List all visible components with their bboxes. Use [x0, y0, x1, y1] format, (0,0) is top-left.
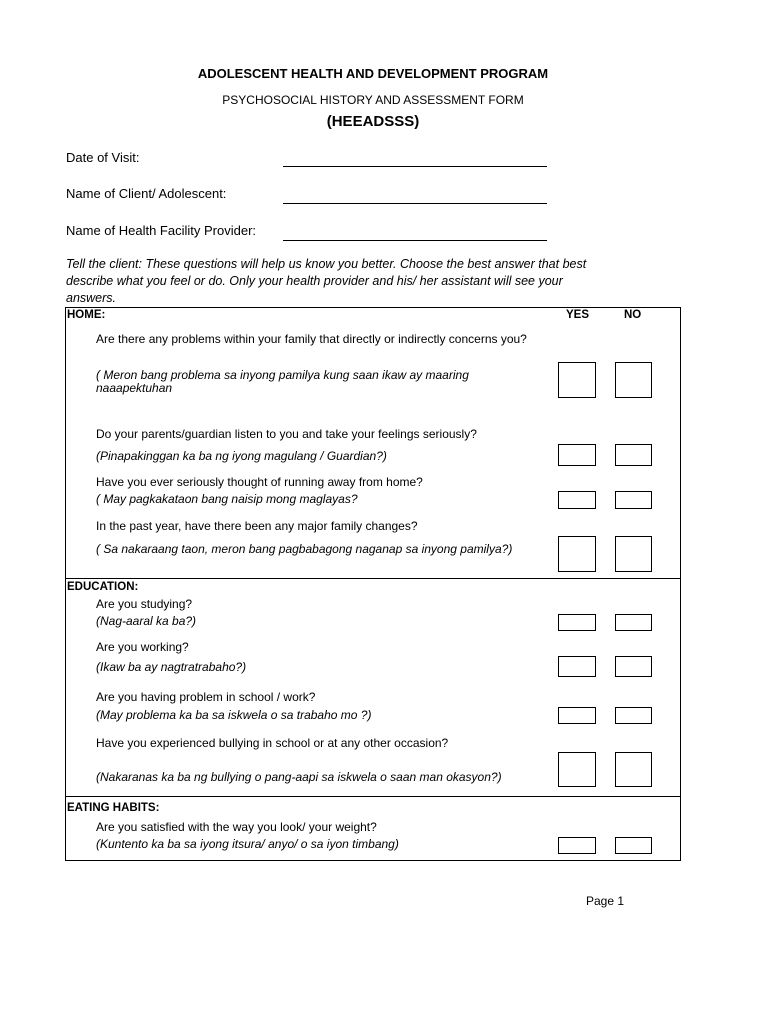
home-q2: Do your parents/guardian listen to you and take your feelings seriously?: [96, 427, 477, 441]
section-home-title: HOME:: [67, 309, 106, 321]
education-q3: Are you having problem in school / work?: [96, 690, 316, 704]
home-q3-no-checkbox[interactable]: [615, 491, 652, 509]
section-divider: [65, 796, 681, 797]
home-q1-yes-checkbox[interactable]: [558, 362, 596, 398]
home-q2-yes-checkbox[interactable]: [558, 444, 596, 466]
client-name-label: Name of Client/ Adolescent:: [66, 186, 227, 201]
section-eating-title: EATING HABITS:: [67, 802, 160, 814]
education-q3-no-checkbox[interactable]: [615, 707, 652, 724]
home-q4-tagalog: ( Sa nakaraang taon, meron bang pagbabagong naganap sa inyong pamilya?): [96, 542, 513, 556]
home-q1: Are there any problems within your family that directly or indirectly concerns you?: [96, 332, 527, 346]
no-column-header: NO: [624, 309, 642, 321]
education-q3-tagalog: (May problema ka ba sa iskwela o sa trabaho mo ?): [96, 708, 372, 722]
client-name-field[interactable]: [283, 203, 547, 204]
education-q2: Are you working?: [96, 640, 189, 654]
education-q2-yes-checkbox[interactable]: [558, 656, 596, 677]
education-q1-no-checkbox[interactable]: [615, 614, 652, 631]
section-divider: [65, 578, 681, 579]
home-q1-tagalog: ( Meron bang problema sa inyong pamilya kung saan ikaw ay maaring naaapektuhan: [96, 368, 469, 395]
date-of-visit-field[interactable]: [283, 166, 547, 167]
home-q4-yes-checkbox[interactable]: [558, 536, 596, 572]
eating-q1: Are you satisfied with the way you look/ your weight?: [96, 820, 377, 834]
education-q2-tagalog: (Ikaw ba ay nagtratrabaho?): [96, 660, 247, 674]
education-q2-no-checkbox[interactable]: [615, 656, 652, 677]
home-q1-no-checkbox[interactable]: [615, 362, 652, 398]
page-number: Page 1: [586, 894, 625, 908]
home-q3-yes-checkbox[interactable]: [558, 491, 596, 509]
eating-q1-yes-checkbox[interactable]: [558, 837, 596, 854]
education-q4-yes-checkbox[interactable]: [558, 752, 596, 787]
home-q2-no-checkbox[interactable]: [615, 444, 652, 466]
section-education-title: EDUCATION:: [67, 581, 139, 593]
education-q4-no-checkbox[interactable]: [615, 752, 652, 787]
provider-name-field[interactable]: [283, 240, 547, 241]
education-q1-tagalog: (Nag-aaral ka ba?): [96, 614, 197, 628]
form-subtitle: PSYCHOSOCIAL HISTORY AND ASSESSMENT FORM: [222, 93, 524, 107]
education-q1: Are you studying?: [96, 597, 193, 611]
yes-column-header: YES: [566, 309, 590, 321]
home-q2-tagalog: (Pinapakinggan ka ba ng iyong magulang / Guardian?): [96, 449, 387, 463]
home-q4-no-checkbox[interactable]: [615, 536, 652, 572]
eating-q1-tagalog: (Kuntento ka ba sa iyong itsura/ anyo/ o sa iyon timbang): [96, 837, 399, 851]
education-q4: Have you experienced bullying in school or at any other occasion?: [96, 736, 449, 750]
instructions: Tell the client: These questions will help us know you better. Choose the best answer that best describe what you feel or do. Only your health provider and his/ her assistant will see your answers.: [66, 257, 587, 305]
home-q4: In the past year, have there been any major family changes?: [96, 519, 418, 533]
date-of-visit-label: Date of Visit:: [66, 150, 140, 165]
home-q3: Have you ever seriously thought of running away from home?: [96, 475, 423, 489]
form-title: ADOLESCENT HEALTH AND DEVELOPMENT PROGRAM: [197, 66, 549, 81]
eating-q1-no-checkbox[interactable]: [615, 837, 652, 854]
home-q3-tagalog: ( May pagkakataon bang naisip mong maglayas?: [96, 492, 358, 506]
education-q3-yes-checkbox[interactable]: [558, 707, 596, 724]
education-q4-tagalog: (Nakaranas ka ba ng bullying o pang-aapi sa iskwela o saan man okasyon?): [96, 770, 502, 784]
provider-name-label: Name of Health Facility Provider:: [66, 223, 257, 238]
form-code: (HEEADSSS): [326, 113, 420, 130]
education-q1-yes-checkbox[interactable]: [558, 614, 596, 631]
